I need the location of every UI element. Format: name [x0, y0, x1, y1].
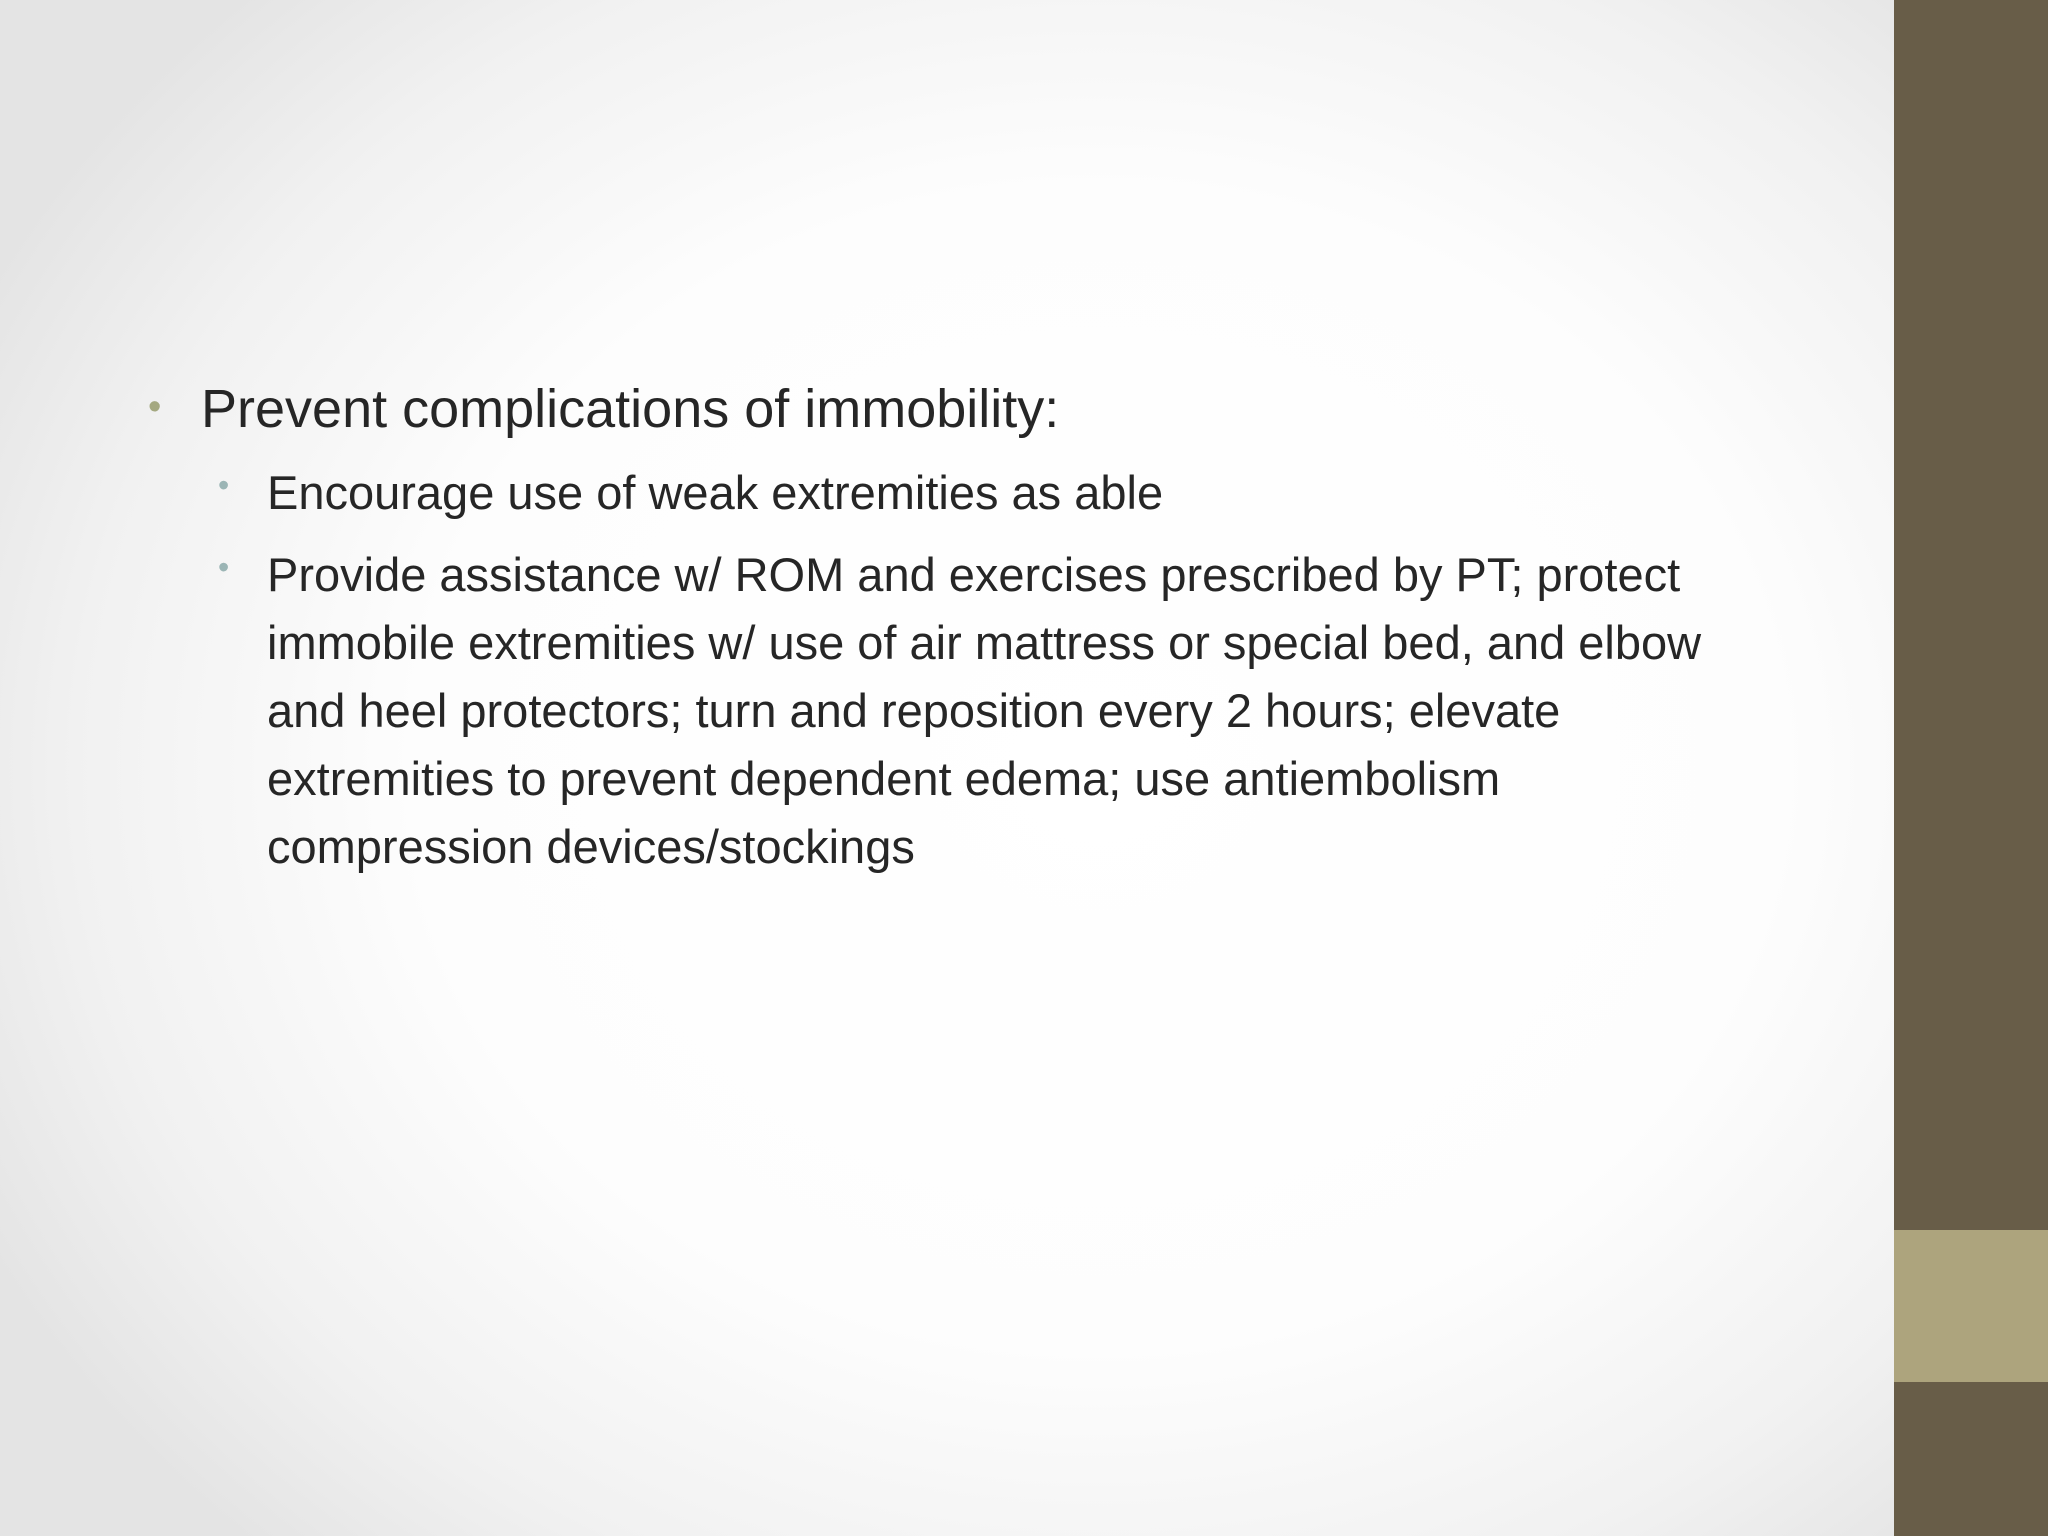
- sub-bullet-text: Encourage use of weak extremities as able: [267, 466, 1164, 519]
- sub-bullet-text: Provide assistance w/ ROM and exercises prescribed by PT; protect immobile extremities w/ use of air mattress or special bed, and elbow and heel protectors; turn and reposition every 2 hours; elevate extremities to prevent dependent edema; use antiembolism compression devices/stockings: [267, 548, 1702, 873]
- sub-bullet-item: [218, 541, 1778, 881]
- main-bullet-item: [148, 376, 1848, 442]
- main-bullet-text: Prevent complications of immobility:: [201, 379, 1060, 439]
- sub-bullet-icon: •: [218, 549, 230, 585]
- bullet-icon: •: [148, 386, 162, 428]
- sub-bullet-item: [218, 459, 1778, 527]
- side-bar-accent: [1894, 1230, 2048, 1382]
- sub-bullet-icon: •: [218, 467, 230, 503]
